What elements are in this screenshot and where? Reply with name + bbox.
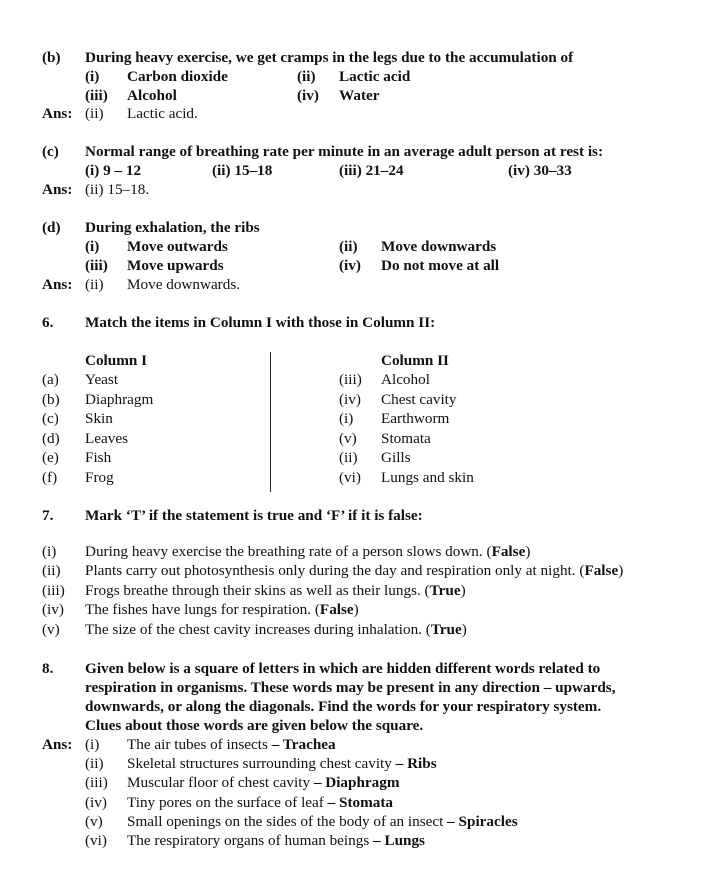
column-2-header: Column II — [381, 352, 449, 369]
statement-text: The fishes have lungs for respiration. ( — [85, 601, 320, 618]
option-num: (iv) — [297, 87, 319, 104]
option: (i) 9 – 12 — [85, 162, 142, 179]
answer-label: Ans: — [42, 181, 73, 198]
match-right-num: (iii) — [339, 371, 362, 388]
statement-close: ) — [353, 601, 359, 618]
match-left-text: Diaphragm — [85, 391, 154, 408]
statement-num: (i) — [42, 543, 57, 560]
answer-label: Ans: — [42, 276, 73, 293]
statement-num: (v) — [42, 621, 60, 638]
option-text: Carbon dioxide — [127, 68, 228, 85]
statement-answer: True — [430, 621, 462, 638]
match-left-text: Skin — [85, 410, 113, 427]
clue-num: (i) — [85, 736, 100, 753]
statement-close: ) — [460, 582, 466, 599]
option-num: (iii) — [85, 87, 108, 104]
clue-num: (ii) — [85, 755, 104, 772]
match-right-text: Alcohol — [381, 371, 430, 388]
clue-answer: – Diaphragm — [313, 774, 400, 791]
question-6-text: Match the items in Column I with those in Column II: — [85, 314, 436, 331]
match-right-text: Gills — [381, 449, 411, 466]
option-text: Lactic acid — [339, 68, 411, 85]
clue-answer: – Spiracles — [447, 813, 518, 830]
option-text: Do not move at all — [381, 257, 500, 274]
match-left-num: (c) — [42, 410, 59, 427]
clue-answer: – Stomata — [327, 794, 394, 811]
option-text: Alcohol — [127, 87, 177, 104]
statement — [85, 581, 466, 600]
question-d-number: (d) — [42, 219, 61, 236]
option-text: Move downwards — [381, 238, 497, 255]
option-text: Move upwards — [127, 257, 224, 274]
clue-text: Small openings on the sides of the body of an insect — [127, 813, 448, 830]
match-left-num: (f) — [42, 469, 58, 486]
clue-text: The air tubes of insects — [127, 736, 272, 753]
statement-close: ) — [618, 562, 624, 579]
match-left-text: Frog — [85, 469, 114, 486]
question-b-number: (b) — [42, 49, 61, 66]
statement-answer: False — [319, 601, 354, 618]
match-left-text: Fish — [85, 449, 112, 466]
clue-answer: – Ribs — [395, 755, 437, 772]
column-divider — [270, 352, 271, 492]
statement-close: ) — [461, 621, 467, 638]
match-left-text: Yeast — [85, 371, 119, 388]
match-right-text: Chest cavity — [381, 391, 457, 408]
statement-answer: False — [491, 543, 526, 560]
statement-text: The size of the chest cavity increases during inhalation. ( — [85, 621, 431, 638]
option-num: (i) — [85, 238, 100, 255]
option: (ii) 15–18 — [212, 162, 273, 179]
option-num: (iii) — [85, 257, 108, 274]
question-8-number: 8. — [42, 660, 54, 677]
match-right-num: (v) — [339, 430, 357, 447]
option-text: Move outwards — [127, 238, 228, 255]
option-num: (ii) — [339, 238, 358, 255]
clue — [127, 754, 437, 773]
clue-num: (v) — [85, 813, 103, 830]
column-1-header: Column I — [85, 352, 148, 369]
option: (iv) 30–33 — [508, 162, 572, 179]
question-7-text: Mark ‘T’ if the statement is true and ‘F’ if it is false: — [85, 507, 423, 524]
statement-answer: True — [429, 582, 461, 599]
clue-text: The respiratory organs of human beings — [127, 832, 374, 849]
question-8-line: Clues about those words are given below the square. — [85, 717, 424, 734]
answer-label: Ans: — [42, 105, 73, 122]
question-b-text: During heavy exercise, we get cramps in the legs due to the accumulation of — [85, 49, 574, 66]
option-num: (iv) — [339, 257, 361, 274]
clue-num: (iii) — [85, 774, 108, 791]
match-left-num: (e) — [42, 449, 59, 466]
question-8-line: respiration in organisms. These words may be present in any direction – upwards, — [85, 679, 616, 696]
statement-answer: False — [584, 562, 619, 579]
statement-text: Frogs breathe through their skins as well as their lungs. ( — [85, 582, 430, 599]
statement-close: ) — [525, 543, 531, 560]
clue-text: Tiny pores on the surface of leaf — [127, 794, 328, 811]
clue — [127, 812, 518, 831]
answer-label: Ans: — [42, 736, 73, 753]
match-left-num: (a) — [42, 371, 59, 388]
question-c-text: Normal range of breathing rate per minute in an average adult person at rest is: — [85, 143, 604, 160]
answer-text: (ii) 15–18. — [85, 181, 150, 198]
answer-text: Lactic acid. — [127, 105, 198, 122]
statement-text: Plants carry out photosynthesis only during the day and respiration only at night. ( — [85, 562, 585, 579]
option-text: Water — [339, 87, 380, 104]
statement-text: During heavy exercise the breathing rate of a person slows down. ( — [85, 543, 492, 560]
match-left-text: Leaves — [85, 430, 129, 447]
match-right-num: (i) — [339, 410, 354, 427]
statement — [85, 542, 530, 561]
clue-answer: – Trachea — [271, 736, 336, 753]
answer-text: Move downwards. — [127, 276, 241, 293]
statement-num: (ii) — [42, 562, 61, 579]
question-7-number: 7. — [42, 507, 54, 524]
question-6-number: 6. — [42, 314, 54, 331]
match-right-num: (ii) — [339, 449, 358, 466]
question-d-text: During exhalation, the ribs — [85, 219, 260, 236]
match-right-num: (vi) — [339, 469, 361, 486]
clue-answer: – Lungs — [373, 832, 425, 849]
match-right-text: Lungs and skin — [381, 469, 474, 486]
match-left-num: (d) — [42, 430, 60, 447]
question-c-number: (c) — [42, 143, 59, 160]
clue — [127, 735, 336, 754]
clue — [127, 793, 393, 812]
clue-text: Muscular floor of chest cavity — [127, 774, 314, 791]
question-8-line: downwards, or along the diagonals. Find the words for your respiratory system. — [85, 698, 602, 715]
answer-num: (ii) — [85, 276, 104, 293]
statement — [85, 600, 359, 619]
match-left-num: (b) — [42, 391, 60, 408]
clue-num: (iv) — [85, 794, 107, 811]
clue-num: (vi) — [85, 832, 107, 849]
statement — [85, 620, 467, 639]
question-8-line: Given below is a square of letters in which are hidden different words related to — [85, 660, 601, 677]
statement — [85, 561, 623, 580]
clue — [127, 773, 400, 792]
match-right-text: Stomata — [381, 430, 431, 447]
option-num: (i) — [85, 68, 100, 85]
statement-num: (iii) — [42, 582, 65, 599]
answer-num: (ii) — [85, 105, 104, 122]
option-num: (ii) — [297, 68, 316, 85]
clue-text: Skeletal structures surrounding chest cavity — [127, 755, 396, 772]
match-right-text: Earthworm — [381, 410, 450, 427]
option: (iii) 21–24 — [339, 162, 404, 179]
statement-num: (iv) — [42, 601, 64, 618]
match-right-num: (iv) — [339, 391, 361, 408]
clue — [127, 831, 425, 850]
